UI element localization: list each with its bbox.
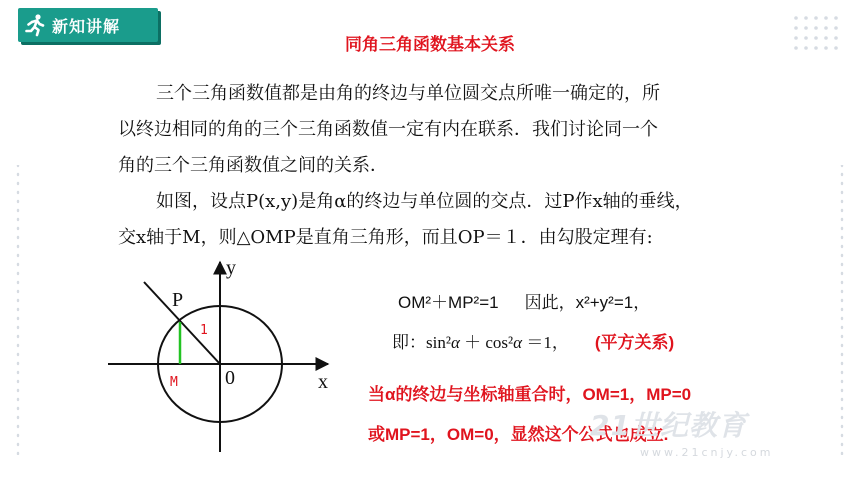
paragraph-line: 以终边相同的角的三个三角函数值一定有内在联系．我们讨论同一个 xyxy=(118,119,658,140)
radius-label: 1 xyxy=(200,323,208,338)
identity-prefix: 即：sin² xyxy=(392,333,451,352)
decorative-dots xyxy=(16,165,20,455)
equation-left: OM²＋MP²=1 xyxy=(398,293,499,312)
alpha-symbol: α xyxy=(450,333,460,352)
y-axis-label: y xyxy=(226,257,236,279)
point-m-label: M xyxy=(170,375,178,390)
alpha-symbol: α xyxy=(513,333,523,352)
point-p-label: P xyxy=(172,289,184,311)
page-title: 同角三角函数基本关系 xyxy=(345,35,515,55)
watermark-url: www.21cnjy.com xyxy=(640,446,774,459)
identity-plus: ＋ cos² xyxy=(464,333,514,352)
decorative-dots xyxy=(840,165,844,455)
x-axis-label: x xyxy=(318,371,328,393)
identity-equation xyxy=(392,328,674,353)
setup-paragraph xyxy=(118,184,768,256)
origin-label: 0 xyxy=(225,367,235,389)
watermark-logo: 21世纪教育 xyxy=(590,409,747,442)
intro-paragraph xyxy=(118,76,768,184)
paragraph-line: 如图，设点P(x,y)是角α的终边与单位圆的交点．过P作x轴的垂线， xyxy=(156,191,693,212)
unit-circle-diagram xyxy=(100,254,340,454)
paragraph-line: 交x轴于M，则△OMP是直角三角形，而且OP＝１．由勾股定理有: xyxy=(118,227,653,248)
equation-right: 因此，x²+y²=1， xyxy=(524,293,651,312)
badge-label: 新知讲解 xyxy=(52,16,121,36)
note-line: 当α的终边与坐标轴重合时，OM=1，MP=0 xyxy=(368,385,692,404)
note-line: 或MP=1，OM=0，显然这个公式也成立. xyxy=(368,425,669,444)
paragraph-line: 三个三角函数值都是由角的终边与单位圆交点所唯一确定的，所 xyxy=(156,83,660,104)
pythagorean-equation xyxy=(398,288,650,313)
square-relation-label: (平方关系) xyxy=(594,333,675,352)
paragraph-line: 角的三个三角函数值之间的关系． xyxy=(118,155,388,176)
identity-suffix: ＝1， xyxy=(526,333,569,352)
